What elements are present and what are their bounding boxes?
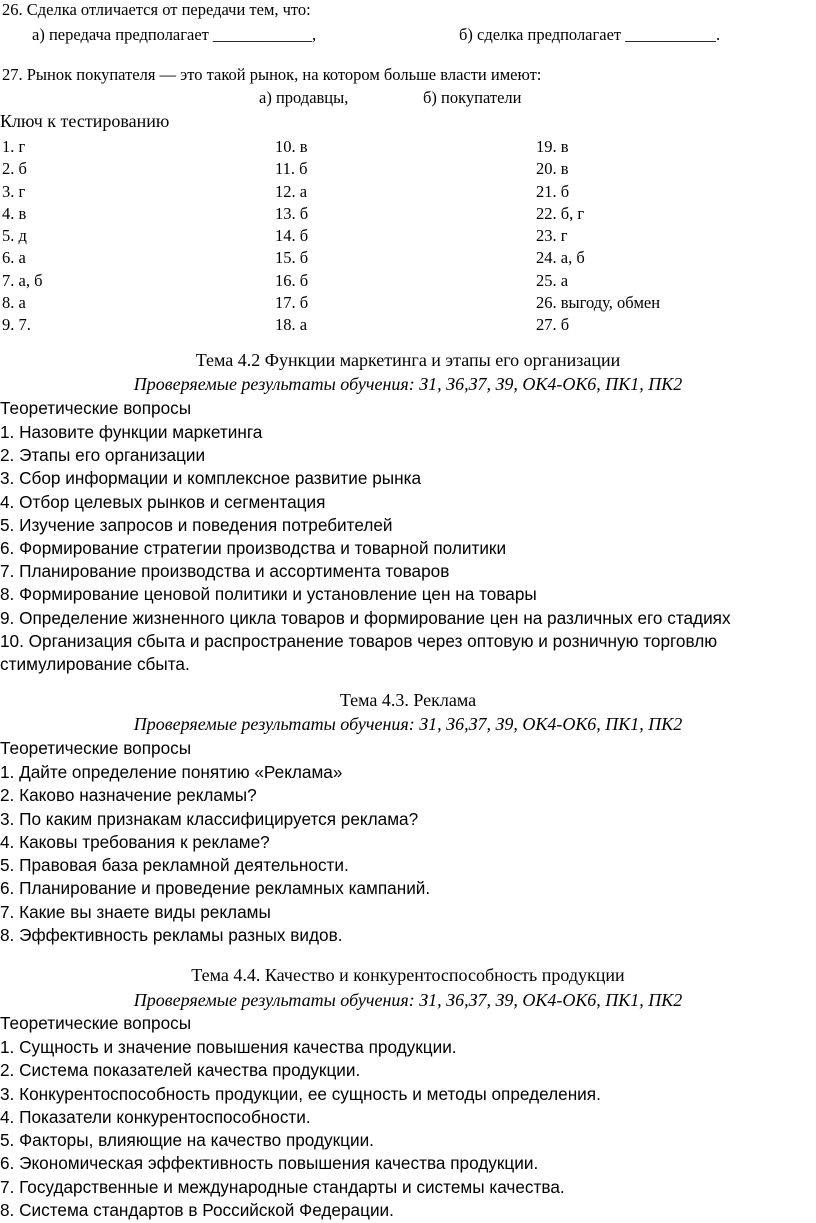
- answer-key-item: 11. б: [275, 159, 308, 179]
- topic-4-2-heading: Теоретические вопросы: [0, 398, 192, 418]
- answer-key-title: Ключ к тестированию: [0, 111, 170, 131]
- answer-key-item: 14. б: [275, 226, 309, 246]
- question-item: 8. Эффективность рекламы разных видов.: [0, 925, 343, 946]
- answer-key-item: 8. а: [2, 293, 26, 313]
- question-item: 2. Каково назначение рекламы?: [0, 785, 257, 806]
- answer-key-item: 15. б: [275, 248, 309, 268]
- question-item: 4. Показатели конкурентоспособности.: [0, 1106, 311, 1127]
- answer-key-item: 9. 7.: [2, 315, 31, 335]
- question-item: 2. Система показателей качества продукции.: [0, 1060, 361, 1081]
- answer-key-item: 3. г: [2, 181, 26, 201]
- question-item: 7. Какие вы знаете виды рекламы: [0, 901, 271, 922]
- answer-key-column-1: [2, 136, 42, 337]
- question-item: 1. Назовите функции маркетинга: [0, 422, 263, 442]
- topic-4-4-heading: Теоретические вопросы: [0, 1013, 192, 1033]
- topic-4-2-results: Проверяемые результаты обучения: З1, З6,З7, З9, ОК4-ОК6, ПК1, ПК2: [133, 374, 683, 394]
- question-26-title: 26. Сделка отличается от передачи тем, что:: [2, 0, 311, 19]
- answer-key-item: 10. в: [275, 137, 308, 156]
- answer-key-item: 7. а, б: [2, 270, 43, 290]
- answer-key-item: 6. а: [2, 248, 26, 268]
- answer-key-item: 23. г: [536, 226, 568, 246]
- answer-key-item: 22. б, г: [536, 203, 585, 223]
- question-item: 8. Формирование ценовой политики и установление цен на товары: [0, 584, 537, 605]
- question-item: 8. Система стандартов в Российской Федерации.: [0, 1200, 394, 1221]
- question-item: 2. Этапы его организации: [0, 445, 206, 466]
- answer-key-item: 26. выгоду, обмен: [536, 293, 661, 313]
- topic-4-3-question-list: [0, 761, 430, 947]
- question-item: 1. Дайте определение понятию «Реклама»: [0, 762, 343, 782]
- question-item: 7. Планирование производства и ассортимента товаров: [0, 561, 450, 582]
- answer-key-item: 27. б: [536, 315, 570, 335]
- question-item: 7. Государственные и международные стандарты и системы качества.: [0, 1176, 565, 1197]
- question-27-title: 27. Рынок покупателя — это такой рынок, на котором больше власти имеют:: [2, 65, 542, 84]
- topic-4-4-results: Проверяемые результаты обучения: З1, З6,З7, З9, ОК4-ОК6, ПК1, ПК2: [133, 990, 683, 1010]
- answer-key-column-3: [536, 136, 660, 337]
- topic-4-3-results: Проверяемые результаты обучения: З1, З6,З7, З9, ОК4-ОК6, ПК1, ПК2: [133, 714, 683, 734]
- question-item: 3. Конкурентоспособность продукции, ее сущность и методы определения.: [0, 1083, 601, 1104]
- answer-key-column-2: [275, 136, 308, 337]
- answer-key-item: 25. а: [536, 270, 569, 290]
- question-item: 5. Факторы, влияющие на качество продукции.: [0, 1130, 374, 1151]
- question-27-option-b: б) покупатели: [423, 88, 522, 107]
- topic-4-2-title: Тема 4.2 Функции маркетинга и этапы его организации: [195, 350, 621, 370]
- question-item: 6. Экономическая эффективность повышения качества продукции.: [0, 1153, 539, 1174]
- question-26-option-b: б) сделка предполагает ___________.: [459, 25, 721, 44]
- topic-4-3-heading: Теоретические вопросы: [0, 738, 192, 758]
- topic-4-2-question-list: [0, 421, 731, 676]
- answer-key-item: 19. в: [536, 137, 569, 156]
- question-item: 3. По каким признакам классифицируется реклама?: [0, 808, 419, 829]
- topic-4-4-title: Тема 4.4. Качество и конкурентоспособность продукции: [191, 965, 625, 985]
- question-item: 6. Планирование и проведение рекламных кампаний.: [0, 878, 431, 899]
- question-item: 6. Формирование стратегии производства и товарной политики: [0, 537, 507, 558]
- question-item: 3. Сбор информации и комплексное развитие рынка: [0, 468, 422, 489]
- question-item: 5. Правовая база рекламной деятельности.: [0, 855, 349, 876]
- question-item: 10. Организация сбыта и распространение товаров через оптовую и розничную торговлю: [0, 630, 718, 651]
- answer-key-item: 4. в: [2, 203, 27, 223]
- question-item: 4. Каковы требования к рекламе?: [0, 831, 270, 852]
- answer-key-item: 13. б: [275, 203, 309, 223]
- answer-key-item: 21. б: [536, 181, 570, 201]
- answer-key-item: 5. д: [2, 226, 27, 246]
- question-item: стимулирование сбыта.: [0, 653, 190, 674]
- answer-key-item: 16. б: [275, 270, 309, 290]
- question-26-option-a: а) передача предполагает ____________,: [32, 25, 317, 44]
- question-item: 9. Определение жизненного цикла товаров и формирование цен на различных его стадиях: [0, 607, 731, 628]
- topic-4-4-question-list: [0, 1036, 601, 1222]
- question-item: 5. Изучение запросов и поведения потребителей: [0, 514, 393, 535]
- answer-key-item: 24. а, б: [536, 248, 585, 268]
- answer-key-item: 12. а: [275, 181, 308, 201]
- answer-key-item: 20. в: [536, 159, 569, 179]
- question-item: 1. Сущность и значение повышения качества продукции.: [0, 1037, 457, 1057]
- question-27-option-a: а) продавцы,: [259, 88, 349, 107]
- answer-key-item: 17. б: [275, 293, 309, 313]
- answer-key-item: 18. а: [275, 315, 308, 335]
- topic-4-3-title: Тема 4.3. Реклама: [339, 690, 477, 710]
- answer-key-item: 2. б: [2, 159, 27, 179]
- answer-key-item: 1. г: [2, 137, 26, 156]
- question-item: 4. Отбор целевых рынков и сегментация: [0, 491, 326, 512]
